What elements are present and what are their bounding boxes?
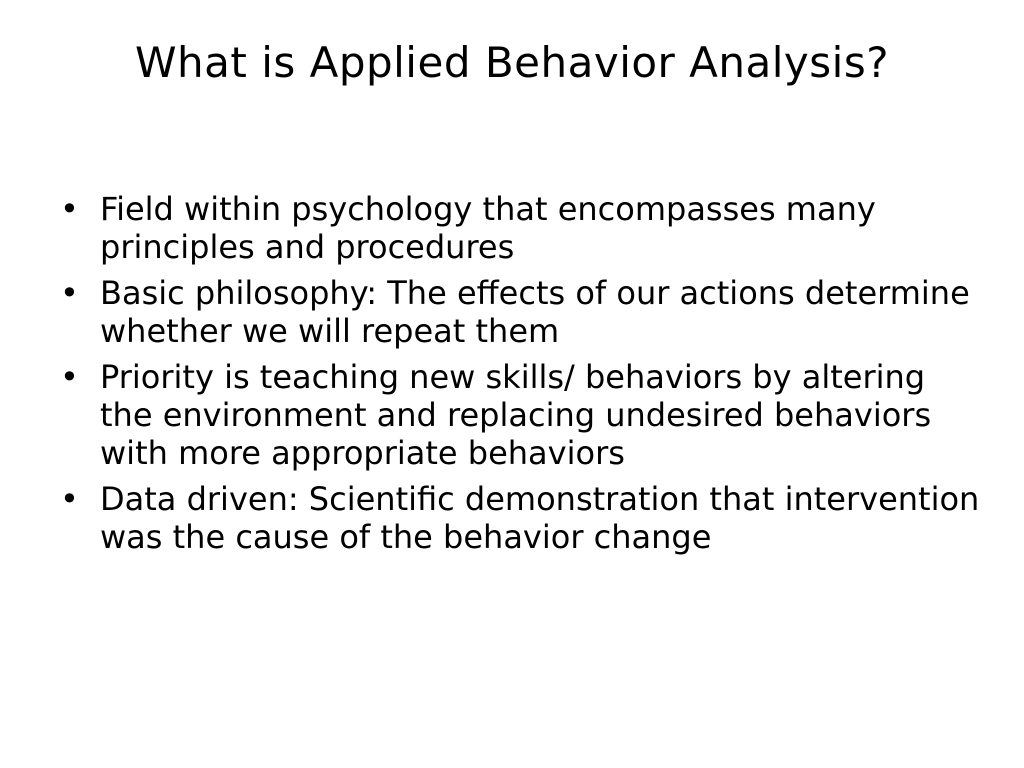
bullet-marker: • [60, 480, 79, 518]
bullet-text: Basic philosophy: The effects of our actions determine whether we will repeat them [100, 274, 970, 350]
bullet-list [60, 190, 980, 564]
bullet-item [60, 480, 980, 556]
slide-title: What is Applied Behavior Analysis? [134, 38, 890, 87]
bullet-text: Data driven: Scientific demonstration that intervention was the cause of the behavior change [100, 480, 980, 556]
bullet-marker: • [60, 358, 79, 396]
bullet-text: Field within psychology that encompasses many principles and procedures [100, 190, 876, 266]
bullet-item [60, 190, 980, 266]
bullet-marker: • [60, 190, 79, 228]
bullet-text: Priority is teaching new skills/ behaviors by altering the environment and replacing undesired behaviors with more appropriate behaviors [100, 358, 932, 472]
bullet-item [60, 274, 980, 350]
bullet-marker: • [60, 274, 79, 312]
bullet-item [60, 358, 980, 472]
